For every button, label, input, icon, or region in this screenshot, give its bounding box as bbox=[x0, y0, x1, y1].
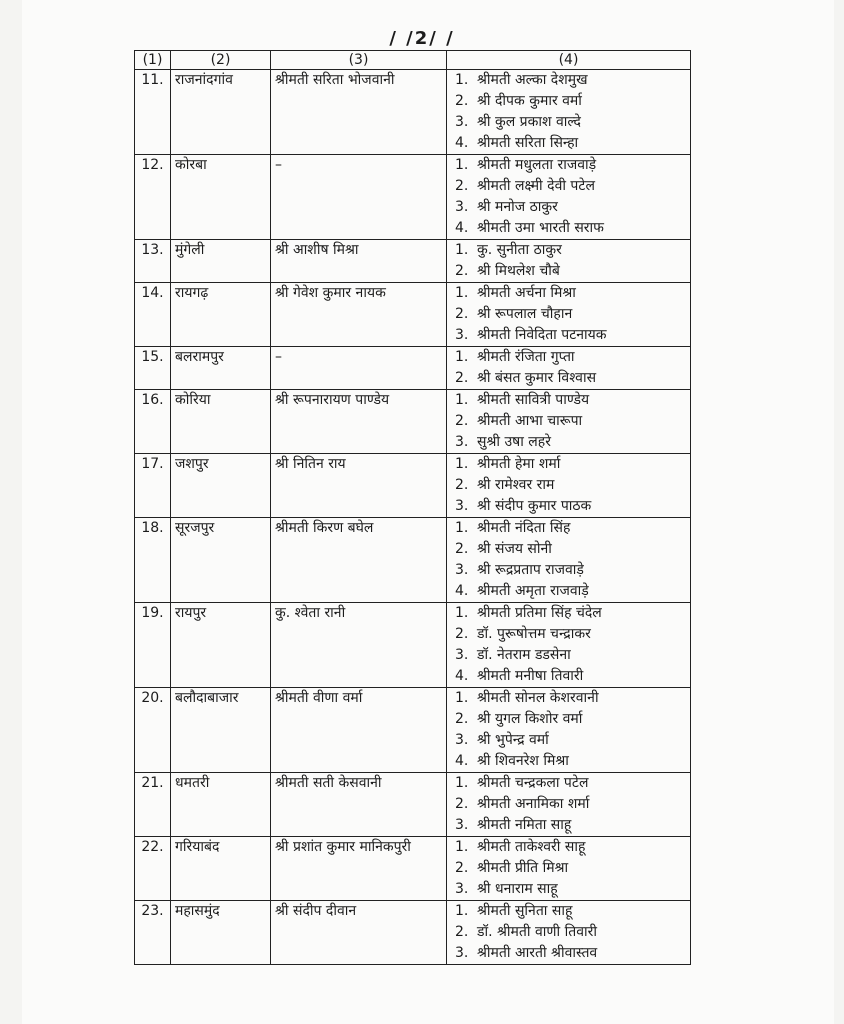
member-item bbox=[451, 773, 686, 794]
member-item bbox=[451, 475, 686, 496]
member-number: 2. bbox=[455, 541, 469, 557]
member-item bbox=[451, 879, 686, 900]
table-row bbox=[135, 283, 691, 347]
table-row bbox=[135, 390, 691, 454]
member-number: 2. bbox=[455, 796, 469, 812]
district-name: बलरामपुर bbox=[171, 347, 271, 390]
member-number: 2. bbox=[455, 477, 469, 493]
member-number: 2. bbox=[455, 924, 469, 940]
member-name: श्रीमती सरिता सिन्हा bbox=[477, 135, 579, 151]
members-cell bbox=[447, 773, 691, 837]
incharge-name: श्री रूपनारायण पाण्डेय bbox=[271, 390, 447, 454]
table-row bbox=[135, 773, 691, 837]
member-name: श्री भुपेन्द्र वर्मा bbox=[477, 732, 549, 748]
serial-number: 22. bbox=[135, 837, 171, 901]
member-number: 1. bbox=[455, 903, 469, 919]
serial-number: 21. bbox=[135, 773, 171, 837]
member-item bbox=[451, 730, 686, 751]
member-item bbox=[451, 432, 686, 453]
incharge-name: श्रीमती वीणा वर्मा bbox=[271, 688, 447, 773]
member-item bbox=[451, 70, 686, 91]
member-number: 1. bbox=[455, 456, 469, 472]
member-name: श्री धनाराम साहू bbox=[477, 881, 558, 897]
member-number: 3. bbox=[455, 498, 469, 514]
district-name: रायगढ़ bbox=[171, 283, 271, 347]
incharge-name: श्रीमती सरिता भोजवानी bbox=[271, 70, 447, 155]
members-cell bbox=[447, 837, 691, 901]
district-name: कोरबा bbox=[171, 155, 271, 240]
member-number: 2. bbox=[455, 93, 469, 109]
member-number: 2. bbox=[455, 263, 469, 279]
member-item bbox=[451, 645, 686, 666]
member-item bbox=[451, 218, 686, 239]
member-item bbox=[451, 496, 686, 517]
members-cell bbox=[447, 688, 691, 773]
member-name: श्रीमती चन्द्रकला पटेल bbox=[477, 775, 589, 791]
members-list bbox=[451, 390, 686, 453]
member-number: 2. bbox=[455, 178, 469, 194]
table-row bbox=[135, 155, 691, 240]
serial-number: 20. bbox=[135, 688, 171, 773]
header-col-4: (4) bbox=[447, 51, 691, 70]
serial-number: 15. bbox=[135, 347, 171, 390]
member-item bbox=[451, 454, 686, 475]
member-name: डॉ. पुरूषोत्तम चन्द्राकर bbox=[477, 626, 591, 642]
member-number: 1. bbox=[455, 605, 469, 621]
member-name: श्री संजय सोनी bbox=[477, 541, 552, 557]
member-item bbox=[451, 539, 686, 560]
member-name: श्री युगल किशोर वर्मा bbox=[477, 711, 583, 727]
member-name: श्री शिवनरेश मिश्रा bbox=[477, 753, 569, 769]
member-number: 4. bbox=[455, 753, 469, 769]
table-row bbox=[135, 454, 691, 518]
member-item bbox=[451, 112, 686, 133]
member-name: श्रीमती सुनिता साहू bbox=[477, 903, 573, 919]
member-name: डॉ. श्रीमती वाणी तिवारी bbox=[477, 924, 597, 940]
member-item bbox=[451, 837, 686, 858]
header-row bbox=[135, 51, 691, 70]
members-list bbox=[451, 155, 686, 239]
member-name: श्री रूद्रप्रताप राजवाड़े bbox=[477, 562, 584, 578]
member-item bbox=[451, 325, 686, 346]
members-cell bbox=[447, 901, 691, 965]
member-item bbox=[451, 283, 686, 304]
member-item bbox=[451, 666, 686, 687]
member-item bbox=[451, 197, 686, 218]
member-name: श्रीमती मधुलता राजवाड़े bbox=[477, 157, 597, 173]
member-name: श्रीमती लक्ष्मी देवी पटेल bbox=[477, 178, 595, 194]
member-item bbox=[451, 518, 686, 539]
member-name: कु. सुनीता ठाकुर bbox=[477, 242, 562, 258]
member-name: श्रीमती मनीषा तिवारी bbox=[477, 668, 584, 684]
member-number: 3. bbox=[455, 562, 469, 578]
member-number: 3. bbox=[455, 327, 469, 343]
incharge-name: – bbox=[271, 155, 447, 240]
table-row bbox=[135, 688, 691, 773]
member-number: 3. bbox=[455, 817, 469, 833]
member-item bbox=[451, 624, 686, 645]
table-row bbox=[135, 837, 691, 901]
member-name: श्री रामेश्वर राम bbox=[477, 477, 555, 493]
member-number: 1. bbox=[455, 157, 469, 173]
member-name: श्रीमती नमिता साहू bbox=[477, 817, 572, 833]
header-col-3: (3) bbox=[271, 51, 447, 70]
members-list bbox=[451, 518, 686, 602]
member-name: श्री कुल प्रकाश वाल्दे bbox=[477, 114, 581, 130]
member-name: श्रीमती हेमा शर्मा bbox=[477, 456, 561, 472]
member-number: 3. bbox=[455, 647, 469, 663]
member-item bbox=[451, 688, 686, 709]
member-name: श्री बंसत कुमार विश्वास bbox=[477, 370, 597, 386]
members-cell bbox=[447, 155, 691, 240]
serial-number: 12. bbox=[135, 155, 171, 240]
member-name: श्री रूपलाल चौहान bbox=[477, 306, 573, 322]
member-name: श्रीमती रंजिता गुप्ता bbox=[477, 349, 575, 365]
member-item bbox=[451, 411, 686, 432]
members-cell bbox=[447, 283, 691, 347]
member-name: श्री मिथलेश चौबे bbox=[477, 263, 560, 279]
incharge-name: – bbox=[271, 347, 447, 390]
members-cell bbox=[447, 518, 691, 603]
member-number: 3. bbox=[455, 945, 469, 961]
member-number: 3. bbox=[455, 881, 469, 897]
member-number: 1. bbox=[455, 72, 469, 88]
members-list bbox=[451, 283, 686, 346]
member-number: 3. bbox=[455, 732, 469, 748]
page-number: / /2/ / bbox=[389, 28, 455, 49]
serial-number: 18. bbox=[135, 518, 171, 603]
members-list bbox=[451, 603, 686, 687]
member-number: 1. bbox=[455, 775, 469, 791]
members-cell bbox=[447, 240, 691, 283]
member-item bbox=[451, 176, 686, 197]
district-name: महासमुंद bbox=[171, 901, 271, 965]
member-number: 1. bbox=[455, 285, 469, 301]
serial-number: 19. bbox=[135, 603, 171, 688]
member-number: 1. bbox=[455, 392, 469, 408]
district-name: गरियाबंद bbox=[171, 837, 271, 901]
member-number: 2. bbox=[455, 860, 469, 876]
header-col-2: (2) bbox=[171, 51, 271, 70]
member-name: श्रीमती प्रतिमा सिंह चंदेल bbox=[477, 605, 602, 621]
member-item bbox=[451, 709, 686, 730]
member-number: 4. bbox=[455, 583, 469, 599]
member-number: 1. bbox=[455, 839, 469, 855]
member-number: 3. bbox=[455, 199, 469, 215]
member-number: 2. bbox=[455, 306, 469, 322]
member-item bbox=[451, 91, 686, 112]
member-item bbox=[451, 943, 686, 964]
members-list bbox=[451, 454, 686, 517]
member-number: 4. bbox=[455, 220, 469, 236]
member-item bbox=[451, 155, 686, 176]
member-name: श्रीमती आरती श्रीवास्तव bbox=[477, 945, 598, 961]
serial-number: 14. bbox=[135, 283, 171, 347]
district-name: कोरिया bbox=[171, 390, 271, 454]
member-number: 2. bbox=[455, 711, 469, 727]
member-name: श्री संदीप कुमार पाठक bbox=[477, 498, 592, 514]
incharge-name: श्री आशीष मिश्रा bbox=[271, 240, 447, 283]
member-number: 3. bbox=[455, 434, 469, 450]
member-number: 1. bbox=[455, 349, 469, 365]
member-item bbox=[451, 603, 686, 624]
members-cell bbox=[447, 70, 691, 155]
member-number: 1. bbox=[455, 242, 469, 258]
member-number: 2. bbox=[455, 413, 469, 429]
member-item bbox=[451, 240, 686, 261]
table-row bbox=[135, 70, 691, 155]
members-list bbox=[451, 688, 686, 772]
incharge-name: श्रीमती सती केसवानी bbox=[271, 773, 447, 837]
members-list bbox=[451, 240, 686, 282]
member-item bbox=[451, 751, 686, 772]
member-item bbox=[451, 368, 686, 389]
member-number: 4. bbox=[455, 135, 469, 151]
serial-number: 16. bbox=[135, 390, 171, 454]
member-item bbox=[451, 304, 686, 325]
member-item bbox=[451, 794, 686, 815]
members-cell bbox=[447, 603, 691, 688]
member-item bbox=[451, 922, 686, 943]
table-row bbox=[135, 240, 691, 283]
member-name: श्रीमती नंदिता सिंह bbox=[477, 520, 571, 536]
member-item bbox=[451, 901, 686, 922]
district-name: जशपुर bbox=[171, 454, 271, 518]
member-number: 4. bbox=[455, 668, 469, 684]
table-row bbox=[135, 518, 691, 603]
table-row bbox=[135, 347, 691, 390]
district-name: मुंगेली bbox=[171, 240, 271, 283]
serial-number: 17. bbox=[135, 454, 171, 518]
member-name: सुश्री उषा लहरे bbox=[477, 434, 551, 450]
member-name: श्रीमती ताकेश्वरी साहू bbox=[477, 839, 586, 855]
member-item bbox=[451, 560, 686, 581]
member-number: 2. bbox=[455, 370, 469, 386]
member-name: श्री दीपक कुमार वर्मा bbox=[477, 93, 582, 109]
members-list bbox=[451, 70, 686, 154]
district-name: राजनांदगांव bbox=[171, 70, 271, 155]
table-row bbox=[135, 603, 691, 688]
member-item bbox=[451, 347, 686, 368]
member-name: श्रीमती अमृता राजवाड़े bbox=[477, 583, 589, 599]
member-number: 1. bbox=[455, 520, 469, 536]
member-name: श्रीमती अनामिका शर्मा bbox=[477, 796, 590, 812]
member-item bbox=[451, 815, 686, 836]
member-number: 1. bbox=[455, 690, 469, 706]
members-cell bbox=[447, 390, 691, 454]
members-list bbox=[451, 773, 686, 836]
members-cell bbox=[447, 347, 691, 390]
serial-number: 13. bbox=[135, 240, 171, 283]
member-name: श्रीमती अर्चना मिश्रा bbox=[477, 285, 576, 301]
member-item bbox=[451, 133, 686, 154]
member-number: 2. bbox=[455, 626, 469, 642]
district-name: धमतरी bbox=[171, 773, 271, 837]
members-list bbox=[451, 837, 686, 900]
member-name: श्रीमती अल्का देशमुख bbox=[477, 72, 588, 88]
members-list bbox=[451, 901, 686, 964]
incharge-name: श्री प्रशांत कुमार मानिकपुरी bbox=[271, 837, 447, 901]
member-name: श्रीमती उमा भारती सराफ bbox=[477, 220, 604, 236]
member-name: श्री मनोज ठाकुर bbox=[477, 199, 558, 215]
members-list bbox=[451, 347, 686, 389]
district-name: बलौदाबाजार bbox=[171, 688, 271, 773]
header-col-1: (1) bbox=[135, 51, 171, 70]
member-item bbox=[451, 581, 686, 602]
member-name: श्रीमती निवेदिता पटनायक bbox=[477, 327, 607, 343]
serial-number: 11. bbox=[135, 70, 171, 155]
member-name: श्रीमती सोनल केशरवानी bbox=[477, 690, 599, 706]
incharge-name: श्री संदीप दीवान bbox=[271, 901, 447, 965]
incharge-name: श्री गेवेश कुमार नायक bbox=[271, 283, 447, 347]
district-name: सूरजपुर bbox=[171, 518, 271, 603]
district-name: रायपुर bbox=[171, 603, 271, 688]
member-name: श्रीमती सावित्री पाण्डेय bbox=[477, 392, 590, 408]
member-name: डॉ. नेतराम डडसेना bbox=[477, 647, 571, 663]
members-table bbox=[134, 50, 691, 965]
member-number: 3. bbox=[455, 114, 469, 130]
incharge-name: श्री नितिन राय bbox=[271, 454, 447, 518]
member-name: श्रीमती प्रीति मिश्रा bbox=[477, 860, 569, 876]
members-cell bbox=[447, 454, 691, 518]
member-name: श्रीमती आभा चारूपा bbox=[477, 413, 583, 429]
serial-number: 23. bbox=[135, 901, 171, 965]
incharge-name: कु. श्वेता रानी bbox=[271, 603, 447, 688]
member-item bbox=[451, 390, 686, 411]
member-item bbox=[451, 858, 686, 879]
incharge-name: श्रीमती किरण बघेल bbox=[271, 518, 447, 603]
member-item bbox=[451, 261, 686, 282]
table-row bbox=[135, 901, 691, 965]
